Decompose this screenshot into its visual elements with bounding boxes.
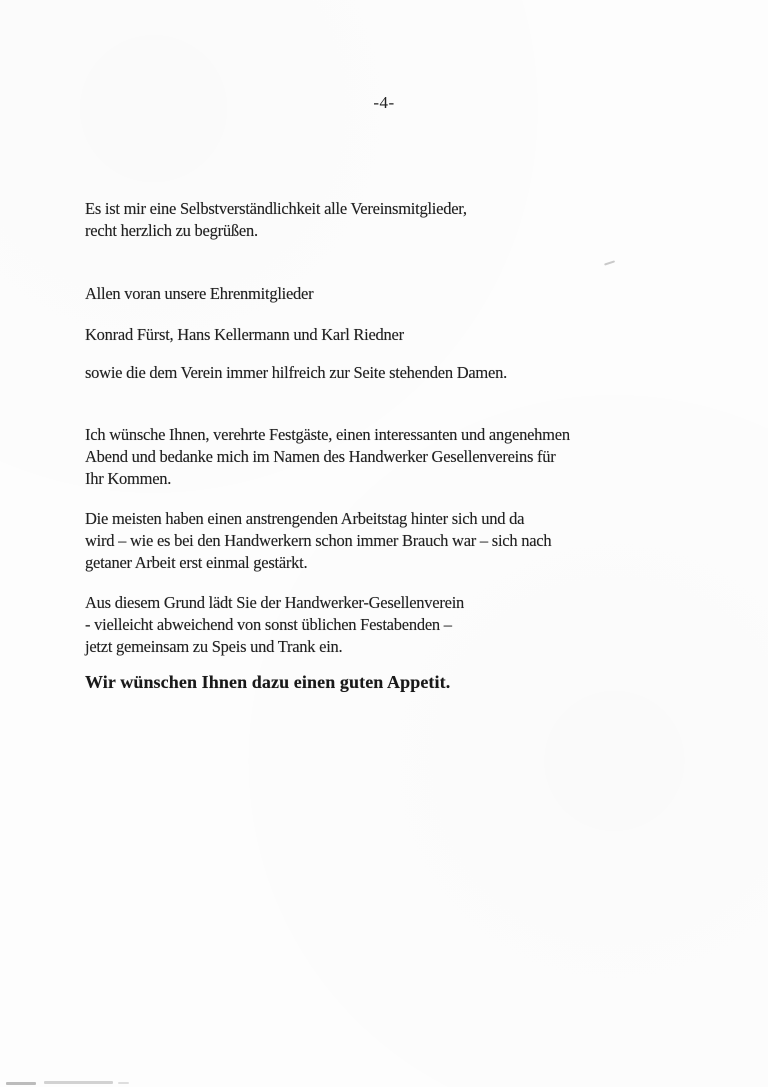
text-line: Die meisten haben einen anstrengenden Arbeitstag hinter sich und da bbox=[85, 509, 525, 528]
scan-tick-artifact bbox=[604, 260, 615, 265]
scan-smudge-artifact bbox=[6, 1082, 36, 1085]
paragraph-ladies bbox=[85, 362, 507, 384]
text-line: Aus diesem Grund lädt Sie der Handwerker-Gesellenverein bbox=[85, 593, 465, 612]
paragraph-honorary-names bbox=[85, 324, 404, 346]
paragraph-greeting bbox=[85, 198, 467, 242]
text-line: Abend und bedanke mich im Namen des Handwerker Gesellenvereins für bbox=[85, 447, 556, 466]
paragraph-wishes bbox=[85, 424, 570, 490]
paragraph-workday bbox=[85, 508, 551, 574]
paragraph-appetit bbox=[85, 671, 450, 693]
text-line: Ich wünsche Ihnen, verehrte Festgäste, einen interessanten und angenehmen bbox=[85, 425, 570, 444]
text-line: recht herzlich zu begrüßen. bbox=[85, 221, 258, 240]
text-line: wird – wie es bei den Handwerkern schon immer Brauch war – sich nach bbox=[85, 531, 552, 550]
text-line: Wir wünschen Ihnen dazu einen guten Appetit. bbox=[85, 672, 451, 692]
paragraph-honorary-intro bbox=[85, 283, 313, 305]
text-line: - vielleicht abweichend von sonst üblichen Festabenden – bbox=[85, 615, 452, 634]
paragraph-invitation bbox=[85, 592, 464, 658]
text-line: jetzt gemeinsam zu Speis und Trank ein. bbox=[85, 637, 343, 656]
text-line: getaner Arbeit erst einmal gestärkt. bbox=[85, 553, 308, 572]
text-line: sowie die dem Verein immer hilfreich zur Seite stehenden Damen. bbox=[85, 363, 507, 382]
text-line: Ihr Kommen. bbox=[85, 469, 172, 488]
page-number: -4- bbox=[373, 93, 395, 112]
scan-smudge-artifact bbox=[44, 1081, 113, 1084]
text-line: Allen voran unsere Ehrenmitglieder bbox=[85, 284, 314, 303]
text-line: Konrad Fürst, Hans Kellermann und Karl Riedner bbox=[85, 325, 404, 344]
text-line: Es ist mir eine Selbstverständlichkeit alle Vereinsmitglieder, bbox=[85, 199, 467, 218]
scan-smudge-artifact bbox=[118, 1082, 129, 1084]
